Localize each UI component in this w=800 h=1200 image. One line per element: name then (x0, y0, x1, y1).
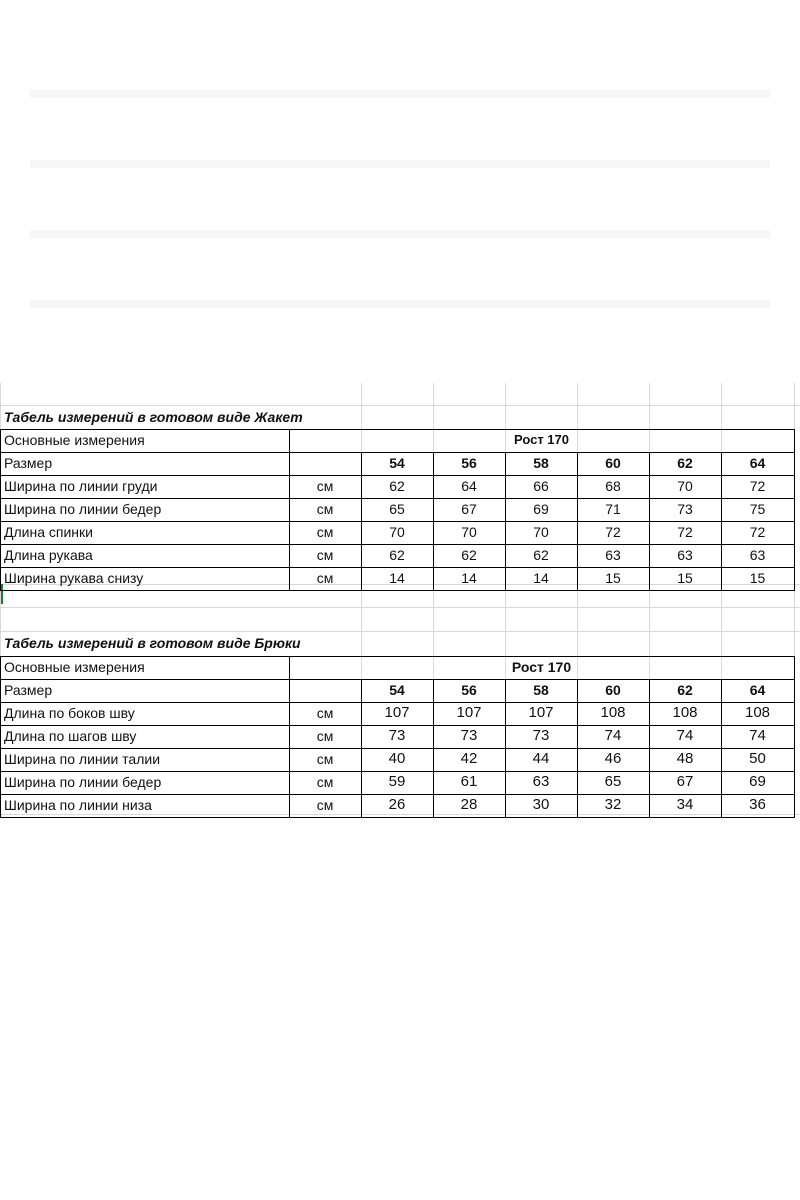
jacket-size-header: 58 (533, 455, 549, 471)
trousers-value-cell: 32 (604, 796, 622, 813)
jacket-value-cell: 14 (533, 570, 549, 586)
trousers-table-border (721, 679, 722, 818)
jacket-table-title: Табель измерений в готовом виде Жакет (4, 409, 303, 425)
jacket-table-border (433, 452, 434, 591)
trousers-table-border (505, 679, 506, 818)
trousers-size-header: 60 (605, 682, 621, 698)
jacket-table-border (0, 567, 795, 568)
trousers-table-border (0, 679, 795, 680)
jacket-table-border (794, 429, 795, 591)
trousers-value-cell: 74 (676, 727, 694, 744)
jacket-size-header: 60 (605, 455, 621, 471)
trousers-row-unit: см (316, 751, 334, 767)
jacket-value-cell: 71 (605, 501, 621, 517)
trousers-row-unit: см (316, 728, 334, 744)
jacket-value-cell: 63 (677, 547, 693, 563)
trousers-value-cell: 44 (532, 750, 550, 767)
jacket-value-cell: 70 (461, 524, 477, 540)
jacket-header-label: Основные измерения (4, 432, 145, 448)
jacket-table-border (0, 429, 795, 430)
trousers-table-border (0, 725, 795, 726)
trousers-row-name: Ширина по линии низа (4, 797, 152, 813)
trousers-size-header: 56 (461, 682, 477, 698)
trousers-table-border (289, 656, 290, 818)
trousers-value-cell: 107 (456, 704, 482, 721)
jacket-size-label: Размер (4, 455, 53, 471)
trousers-value-cell: 107 (384, 704, 410, 721)
jacket-value-cell: 72 (749, 524, 766, 540)
jacket-value-cell: 65 (389, 501, 405, 517)
jacket-table-border (0, 475, 795, 476)
jacket-value-cell: 68 (605, 478, 621, 494)
trousers-value-cell: 108 (600, 704, 626, 721)
jacket-table-border (0, 521, 795, 522)
jacket-table-border (0, 498, 795, 499)
trousers-row-unit: см (316, 705, 334, 721)
jacket-value-cell: 67 (461, 501, 477, 517)
jacket-row-unit: см (316, 570, 334, 586)
trousers-table-border (0, 748, 795, 749)
trousers-value-cell: 59 (388, 773, 406, 790)
trousers-table-border (0, 702, 795, 703)
jacket-row-name: Ширина рукава снизу (4, 570, 144, 586)
trousers-table-border (794, 656, 795, 818)
jacket-size-header: 64 (749, 455, 766, 471)
jacket-value-cell: 72 (749, 478, 766, 494)
jacket-size-header: 56 (461, 455, 477, 471)
trousers-row-name: Ширина по линии талии (4, 751, 161, 767)
jacket-size-header: 62 (677, 455, 693, 471)
trousers-size-header: 58 (533, 682, 549, 698)
trousers-table-border (649, 679, 650, 818)
jacket-value-cell: 14 (389, 570, 405, 586)
jacket-row-unit: см (316, 501, 334, 517)
jacket-row-name: Ширина по линии бедер (4, 501, 162, 517)
jacket-value-cell: 62 (389, 478, 405, 494)
trousers-table-border (0, 656, 795, 657)
jacket-value-cell: 15 (749, 570, 766, 586)
jacket-value-cell: 73 (677, 501, 693, 517)
jacket-value-cell: 70 (533, 524, 549, 540)
trousers-size-header: 64 (749, 682, 766, 698)
trousers-size-header: 54 (389, 682, 405, 698)
trousers-value-cell: 65 (604, 773, 622, 790)
trousers-value-cell: 108 (744, 704, 771, 721)
jacket-row-unit: см (316, 478, 334, 494)
spreadsheet (0, 383, 800, 815)
trousers-value-cell: 73 (388, 727, 406, 744)
trousers-value-cell: 40 (388, 750, 406, 767)
trousers-table-border (433, 679, 434, 818)
jacket-value-cell: 62 (533, 547, 549, 563)
trousers-table-border (577, 679, 578, 818)
trousers-table-border (0, 656, 1, 818)
trousers-value-cell: 67 (676, 773, 694, 790)
trousers-row-name: Длина по шагов шву (4, 728, 137, 744)
jacket-row-name: Длина рукава (4, 547, 93, 563)
jacket-table-border (721, 452, 722, 591)
trousers-value-cell: 36 (749, 796, 766, 813)
trousers-value-cell: 42 (460, 750, 478, 767)
jacket-table-border (577, 452, 578, 591)
jacket-value-cell: 62 (389, 547, 405, 563)
trousers-value-cell: 50 (749, 750, 766, 767)
trousers-value-cell: 48 (676, 750, 694, 767)
jacket-height-label: Рост 170 (513, 432, 569, 447)
jacket-row-unit: см (316, 524, 334, 540)
trousers-value-cell: 28 (460, 796, 478, 813)
trousers-value-cell: 63 (532, 773, 550, 790)
trousers-value-cell: 46 (604, 750, 622, 767)
trousers-table-border (0, 794, 795, 795)
trousers-table-border (0, 817, 795, 818)
trousers-row-unit: см (316, 774, 334, 790)
jacket-value-cell: 70 (677, 478, 693, 494)
faded-background-area (0, 0, 800, 383)
trousers-value-cell: 108 (672, 704, 698, 721)
jacket-value-cell: 75 (749, 501, 766, 517)
trousers-table-border (0, 771, 795, 772)
jacket-value-cell: 62 (461, 547, 477, 563)
trousers-size-label: Размер (4, 682, 53, 698)
trousers-header-label: Основные измерения (4, 659, 145, 675)
trousers-table-border (361, 679, 362, 818)
jacket-value-cell: 66 (533, 478, 549, 494)
jacket-table-border (0, 452, 795, 453)
jacket-table-border (0, 429, 1, 591)
trousers-height-label: Рост 170 (511, 659, 572, 675)
jacket-table-border (289, 429, 290, 591)
jacket-value-cell: 64 (461, 478, 477, 494)
trousers-value-cell: 30 (532, 796, 550, 813)
trousers-row-name: Длина по боков шву (4, 705, 135, 721)
jacket-value-cell: 63 (749, 547, 766, 563)
jacket-value-cell: 15 (677, 570, 693, 586)
jacket-value-cell: 69 (533, 501, 549, 517)
trousers-value-cell: 26 (388, 796, 406, 813)
trousers-value-cell: 34 (676, 796, 694, 813)
trousers-row-unit: см (316, 797, 334, 813)
jacket-value-cell: 15 (605, 570, 621, 586)
jacket-size-header: 54 (389, 455, 405, 471)
trousers-row-name: Ширина по линии бедер (4, 774, 162, 790)
jacket-value-cell: 14 (461, 570, 477, 586)
jacket-table-border (361, 452, 362, 591)
trousers-value-cell: 61 (460, 773, 478, 790)
trousers-value-cell: 73 (532, 727, 550, 744)
jacket-value-cell: 63 (605, 547, 621, 563)
grid-row-line (0, 607, 800, 608)
jacket-value-cell: 70 (389, 524, 405, 540)
jacket-row-name: Ширина по линии груди (4, 478, 158, 494)
trousers-size-header: 62 (677, 682, 693, 698)
trousers-value-cell: 69 (749, 773, 766, 790)
jacket-value-cell: 72 (605, 524, 621, 540)
jacket-table-border (0, 590, 795, 591)
trousers-value-cell: 74 (749, 727, 766, 744)
jacket-table-border (505, 452, 506, 591)
jacket-table-border (0, 544, 795, 545)
trousers-value-cell: 107 (528, 704, 554, 721)
jacket-table-border (649, 452, 650, 591)
trousers-value-cell: 74 (604, 727, 622, 744)
trousers-table-title: Табель измерений в готовом виде Брюки (4, 635, 301, 651)
jacket-row-name: Длина спинки (4, 524, 93, 540)
jacket-row-unit: см (316, 547, 334, 563)
trousers-value-cell: 73 (460, 727, 478, 744)
jacket-value-cell: 72 (677, 524, 693, 540)
